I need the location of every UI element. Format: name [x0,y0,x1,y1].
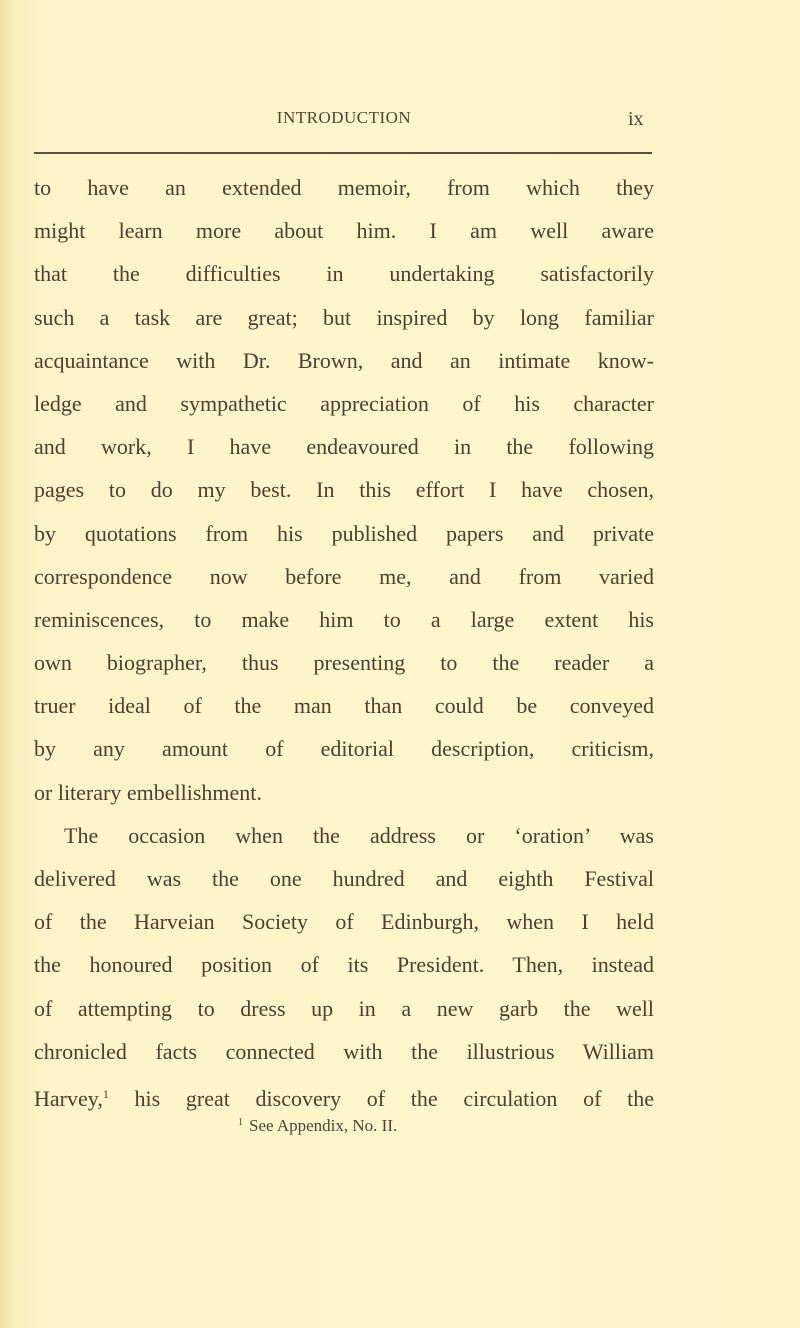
text-line: pages to do my best. In this effort I have chosen, [34,477,654,503]
text-line: ledge and sympathetic appreciation of his character [34,390,654,416]
text-line: by any amount of editorial description, criticism, [34,736,654,762]
text-line: that the difficulties in undertaking satisfactorily [34,261,654,287]
text-line: reminiscences, to make him to a large extent his [34,606,654,632]
text-line: and work, I have endeavoured in the following [34,434,654,460]
text-line: of the Harveian Society of Edinburgh, when I held [34,909,654,935]
text-line: delivered was the one hundred and eighth Festival [34,866,654,891]
paragraph-end-line: or literary embellishment. [34,779,262,805]
body-text [34,166,654,1116]
running-title: INTRODUCTION [276,108,412,127]
text-fragment: Harvey, [34,1085,103,1111]
text-line: such a task are great; but inspired by long familiar [34,304,654,330]
footnote-reference: 1 [102,1086,109,1101]
text-line: chronicled facts connected with the illustrious William [34,1038,654,1064]
text-line: the honoured position of its President. Then, instead [34,952,654,978]
page-number: ix [628,108,644,130]
footnote [238,1116,397,1136]
footnote-marker: 1 [238,1117,243,1128]
footnote-text: See Appendix, No. II. [249,1116,398,1135]
text-line: to have an extended memoir, from which they [34,175,654,200]
text-line: own biographer, thus presenting to the reader a [34,650,654,676]
text-line-with-footnote-ref [34,1073,654,1116]
text-line: might learn more about him. I am well aware [34,218,654,244]
text-line: of attempting to dress up in a new garb the well [34,995,654,1021]
text-fragment: his great discovery of the circulation of the [108,1085,654,1111]
text-line: acquaintance with Dr. Brown, and an intimate know- [34,347,654,373]
header-rule [34,152,652,154]
text-line: correspondence now before me, and from varied [34,563,654,589]
paragraph-start-line: The occasion when the address or ‘oration’ was [64,822,654,848]
text-line: truer ideal of the man than could be conveyed [34,693,654,719]
running-header [36,108,652,138]
text-line: by quotations from his published papers and private [34,520,654,546]
